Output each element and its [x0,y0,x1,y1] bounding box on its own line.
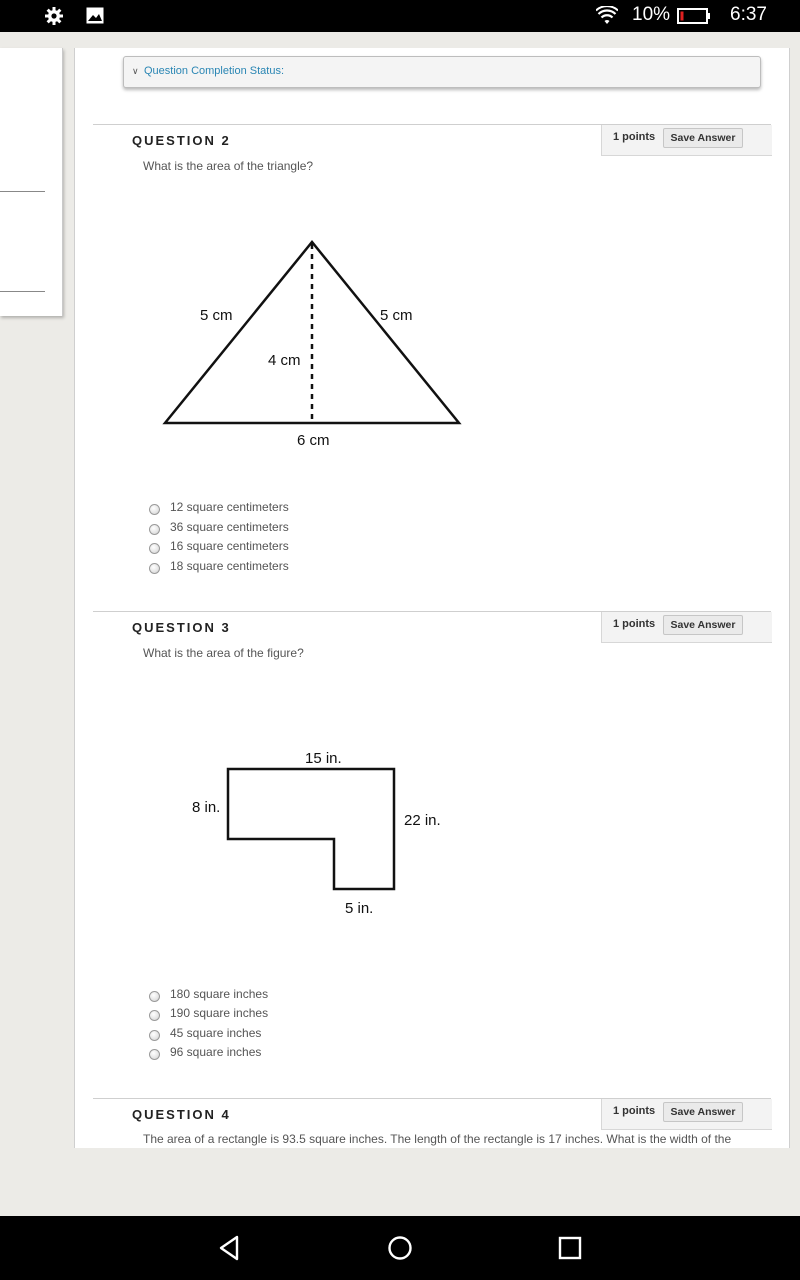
answer-option-label: 12 square centimeters [170,500,289,514]
l-shape-figure [175,738,475,928]
triangle-left-side-label: 5 cm [200,307,233,324]
side-panel [0,48,63,316]
completion-status-bar[interactable] [123,56,761,88]
save-answer-button[interactable]: Save Answer [663,128,743,148]
test-content [74,48,790,1148]
answer-option-label: 96 square inches [170,1045,262,1059]
question-text: What is the area of the figure? [143,646,304,660]
triangle-height-label: 4 cm [268,352,301,369]
answer-option-label: 180 square inches [170,987,269,1001]
question-text: The area of a rectangle is 93.5 square inches. The length of the rectangle is 17 inches. What is the width of the [143,1132,732,1146]
save-answer-button[interactable]: Save Answer [663,615,743,635]
home-circle-icon[interactable] [386,1234,414,1262]
points-label: 1 points [613,618,656,630]
wifi-icon [596,6,618,26]
points-label: 1 points [613,131,656,143]
panel-divider [0,191,45,192]
points-box [601,125,772,156]
question-title: QUESTION 3 [132,620,231,635]
radio-button[interactable] [149,1010,160,1021]
points-box [601,612,772,643]
answer-option-label: 45 square inches [170,1026,262,1040]
recents-square-icon[interactable] [556,1234,584,1262]
figure-bottom-label: 5 in. [345,900,374,917]
radio-button[interactable] [149,991,160,1002]
radio-button[interactable] [149,1030,160,1041]
question-text: What is the area of the triangle? [143,159,314,173]
answer-option-label: 16 square centimeters [170,539,289,553]
radio-button[interactable] [149,563,160,574]
battery-low-icon [677,8,711,24]
answer-option-label: 36 square centimeters [170,520,289,534]
navigation-bar [0,1216,800,1280]
panel-divider [0,291,45,292]
radio-button[interactable] [149,1049,160,1060]
radio-button[interactable] [149,524,160,535]
question-title: QUESTION 4 [132,1107,231,1122]
answer-option-label: 190 square inches [170,1006,269,1020]
battery-percent: 10% [632,4,671,25]
triangle-base-label: 6 cm [297,432,330,449]
completion-status-label: Question Completion Status: [144,65,285,77]
points-box [601,1099,772,1130]
back-triangle-icon[interactable] [216,1234,244,1262]
save-answer-button[interactable]: Save Answer [663,1102,743,1122]
status-bar [0,0,800,32]
points-label: 1 points [613,1105,656,1117]
triangle-right-side-label: 5 cm [380,307,413,324]
radio-button[interactable] [149,543,160,554]
clock: 6:37 [730,4,767,25]
figure-top-label: 15 in. [305,750,342,767]
l-shape [228,769,394,889]
triangle-figure [155,228,475,458]
gear-icon [44,6,64,26]
answer-option-label: 18 square centimeters [170,559,289,573]
figure-left-label: 8 in. [192,799,221,816]
chevron-down-icon: ∨ [132,66,139,76]
radio-button[interactable] [149,504,160,515]
figure-right-label: 22 in. [404,812,441,829]
image-icon [86,7,104,24]
question-title: QUESTION 2 [132,133,231,148]
